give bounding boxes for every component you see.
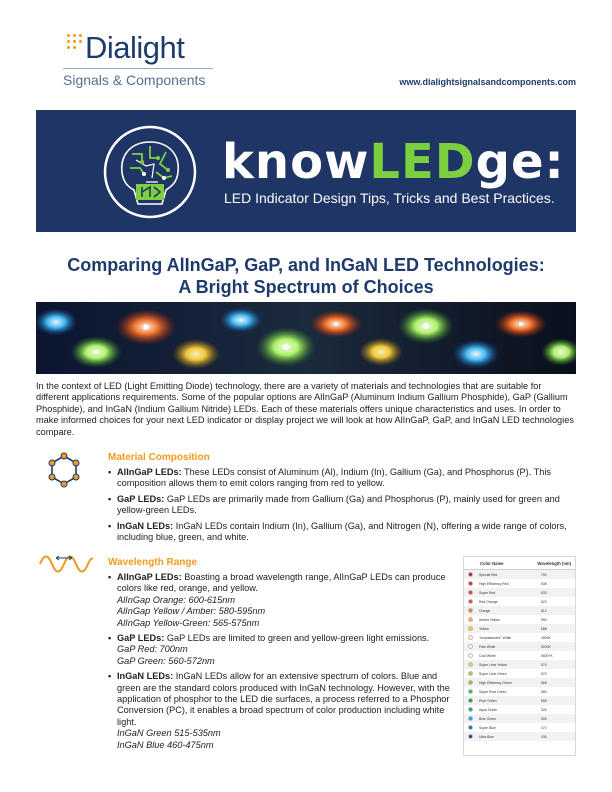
color-name: Super Lime Yellow xyxy=(479,662,507,667)
molecule-icon xyxy=(46,451,82,491)
item-label: AlInGaP LEDs: xyxy=(117,572,182,582)
item-text: GaP LEDs are limited to green and yellow-green light emissions. xyxy=(164,633,430,644)
logo-divider xyxy=(63,68,213,69)
wavelength-heading: Wavelength Range xyxy=(108,557,198,568)
wavelength-cell: 3000K xyxy=(541,635,551,640)
logo-name: Dialight xyxy=(85,30,185,65)
dialight-logo[interactable] xyxy=(63,30,213,92)
material-list xyxy=(108,467,578,547)
logo-dot xyxy=(73,46,76,49)
table-row xyxy=(464,624,575,633)
logo-tagline: Signals & Components xyxy=(63,72,206,88)
document-title-line1: Comparing AlInGaP, GaP, and InGaN LED Technologies: xyxy=(67,255,545,275)
color-name: Super Lime Green xyxy=(479,671,507,676)
color-swatch-icon xyxy=(468,581,473,586)
color-swatch-icon xyxy=(468,626,473,631)
column-header-wavelength: Wavelength (nm) xyxy=(537,560,571,566)
wavelength-value: AlInGap Yellow-Green: 565-575nm xyxy=(117,617,260,628)
table-row xyxy=(464,723,575,732)
table-row xyxy=(464,669,575,678)
item-text: These LEDs consist of Aluminum (Al), Indium (In), Gallium (Ga), and Phosphorus (P). This composition allows them to emit colors ranging from red to yellow. xyxy=(117,467,552,489)
wavelength-cell: 635 xyxy=(541,581,547,586)
table-row xyxy=(464,642,575,651)
table-row xyxy=(464,570,575,579)
table-row xyxy=(464,705,575,714)
color-swatch-icon xyxy=(468,644,473,649)
wavelength-table xyxy=(463,556,576,756)
item-label: GaP LEDs: xyxy=(117,633,165,644)
color-name: Super Blue xyxy=(479,725,496,730)
color-name: Cool White xyxy=(479,653,496,658)
table-row xyxy=(464,606,575,615)
logo-dot xyxy=(73,34,76,37)
document-title xyxy=(36,254,576,298)
logo-dot xyxy=(79,40,82,43)
color-swatch-icon xyxy=(468,617,473,622)
wavelength-cell: 574 xyxy=(541,662,547,667)
logo-dot xyxy=(79,34,82,37)
wavelength-cell: 430 xyxy=(541,734,547,739)
item-label: AlInGaP LEDs: xyxy=(117,467,182,477)
table-row xyxy=(464,588,575,597)
color-name: Red Orange xyxy=(479,599,498,604)
logo-dots-icon xyxy=(63,30,85,52)
material-heading: Material Composition xyxy=(108,452,210,463)
wavelength-cell: 633 xyxy=(541,590,547,595)
banner-subtitle: LED Indicator Design Tips, Tricks and Best Practices. xyxy=(224,190,555,206)
color-swatch-icon xyxy=(468,662,473,667)
table-row xyxy=(464,687,575,696)
table-row xyxy=(464,651,575,660)
color-swatch-icon xyxy=(468,689,473,694)
wavelength-cell: 525 xyxy=(541,707,547,712)
wavelength-value: GaP Green: 560-572nm xyxy=(117,655,215,666)
wavelength-cell: 612 xyxy=(541,608,547,613)
wavelength-cell: 6500+K xyxy=(541,653,553,658)
color-name: Special Red xyxy=(479,572,498,577)
table-row xyxy=(464,597,575,606)
color-name: Amber Yellow xyxy=(479,617,500,622)
item-text: InGaN LEDs allow for an extensive spectrum of colors. Blue and green are the standard colors produced with InGaN technology. However, with the application of phosphor to the LED die surfaces, a process referred to a Phosphor Conversion (PC), it enables a broad spectrum of color production including white light. xyxy=(117,671,450,727)
knowledge-banner xyxy=(36,110,576,232)
banner-title xyxy=(222,134,565,190)
wavelength-value: AlInGap Yellow / Amber: 580-595nm xyxy=(117,606,266,617)
logo-dot xyxy=(67,34,70,37)
color-name: Orange xyxy=(479,608,491,613)
logo-dot xyxy=(67,46,70,49)
color-swatch-icon xyxy=(468,698,473,703)
color-swatch-icon xyxy=(468,734,473,739)
color-swatch-icon xyxy=(468,716,473,721)
item-label: GaP LEDs: xyxy=(117,493,165,504)
color-name: High Efficiency Red xyxy=(479,581,509,586)
table-row xyxy=(464,678,575,687)
wave-icon xyxy=(38,554,94,574)
wavelength-cell: 555 xyxy=(541,698,547,703)
wavelength-list xyxy=(108,572,458,755)
color-name: Blue Green xyxy=(479,716,497,721)
banner-title-ge: ge: xyxy=(475,134,565,190)
wavelength-cell: 623 xyxy=(541,599,547,604)
table-row xyxy=(464,732,575,741)
logo-dot xyxy=(67,40,70,43)
color-name: Super Pure Green xyxy=(479,689,507,694)
list-item xyxy=(108,521,578,544)
wavelength-value: GaP Red: 700nm xyxy=(117,644,188,655)
item-text: GaP LEDs are primarily made from Gallium (Ga) and Phosphorus (P), mainly used for green and yellow-green LEDs. xyxy=(117,493,560,516)
list-item xyxy=(108,633,458,667)
column-header-color: Color Name xyxy=(480,560,504,566)
color-name: "Incandescent" White xyxy=(479,635,512,640)
wavelength-cell: 588 xyxy=(541,626,547,631)
list-item xyxy=(108,467,578,490)
color-name: Aqua Green xyxy=(479,707,498,712)
list-item xyxy=(108,572,458,629)
wavelength-value: AlInGap Orange: 600-615nm xyxy=(117,594,235,605)
color-name: Ultra Blue xyxy=(479,734,494,739)
color-name: Pure Green xyxy=(479,698,497,703)
item-label: InGaN LEDs: xyxy=(117,671,174,682)
banner-title-know: know xyxy=(222,134,370,190)
color-name: Pale White xyxy=(479,644,496,649)
color-name: Yellow xyxy=(479,626,489,631)
brain-circuit-icon xyxy=(102,124,198,220)
color-swatch-icon xyxy=(468,608,473,613)
color-swatch-icon xyxy=(468,671,473,676)
item-text: InGaN LEDs contain Indium (In), Gallium (Ga), and Nitrogen (N), offering a wide range of colors, including blue, green, and white. xyxy=(117,520,567,543)
wavelength-cell: 590 xyxy=(541,617,547,622)
color-swatch-icon xyxy=(468,707,473,712)
table-header xyxy=(464,557,575,570)
table-row xyxy=(464,633,575,642)
wavelength-cell: 700 xyxy=(541,572,547,577)
wavelength-cell: 5000K xyxy=(541,644,551,649)
table-row xyxy=(464,714,575,723)
website-link[interactable]: www.dialightsignalsandcomponents.com xyxy=(399,77,576,87)
color-swatch-icon xyxy=(468,653,473,658)
banner-title-led: LED xyxy=(369,134,476,190)
table-row xyxy=(464,615,575,624)
led-display-photo xyxy=(36,302,576,374)
color-swatch-icon xyxy=(468,590,473,595)
table-body xyxy=(464,570,575,741)
logo-dot xyxy=(73,40,76,43)
wavelength-cell: 505 xyxy=(541,716,547,721)
list-item xyxy=(108,494,578,517)
wavelength-value: InGaN Blue 460-475nm xyxy=(117,739,214,750)
document-title-line2: A Bright Spectrum of Choices xyxy=(178,277,434,297)
color-swatch-icon xyxy=(468,599,473,604)
intro-paragraph: In the context of LED (Light Emitting Diode) technology, there are a variety of materials and technologies that are suitable for different applications requirements. Some of the popular options are AlInGaP (Aluminum Indium Gallium Phosphide), GaP (Gallium Phosphide), and InGaN (Indium Gallium Nitride) LEDs. Each of these materials offers unique characteristics and uses. In order to make informed choices for your next LED indicator or display project we will look at how AlInGaP, GaP, and InGaN LED technologies compare. xyxy=(36,381,574,437)
wavelength-cell: 570 xyxy=(541,671,547,676)
color-swatch-icon xyxy=(468,572,473,577)
wavelength-cell: 565 xyxy=(541,680,547,685)
color-name: Super Red xyxy=(479,590,496,595)
item-label: InGaN LEDs: xyxy=(117,520,174,531)
table-row xyxy=(464,696,575,705)
item-text: Boasting a broad wavelength range, AlInGaP LEDs can produce colors like red, orange, and yellow. xyxy=(117,572,446,594)
table-row xyxy=(464,579,575,588)
color-name: High Efficiency Green xyxy=(479,680,512,685)
wavelength-value: InGaN Green 515-535nm xyxy=(117,728,221,739)
color-swatch-icon xyxy=(468,680,473,685)
color-swatch-icon xyxy=(468,725,473,730)
table-row xyxy=(464,660,575,669)
color-swatch-icon xyxy=(468,635,473,640)
list-item xyxy=(108,671,458,751)
wavelength-cell: 560 xyxy=(541,689,547,694)
wavelength-cell: 470 xyxy=(541,725,547,730)
